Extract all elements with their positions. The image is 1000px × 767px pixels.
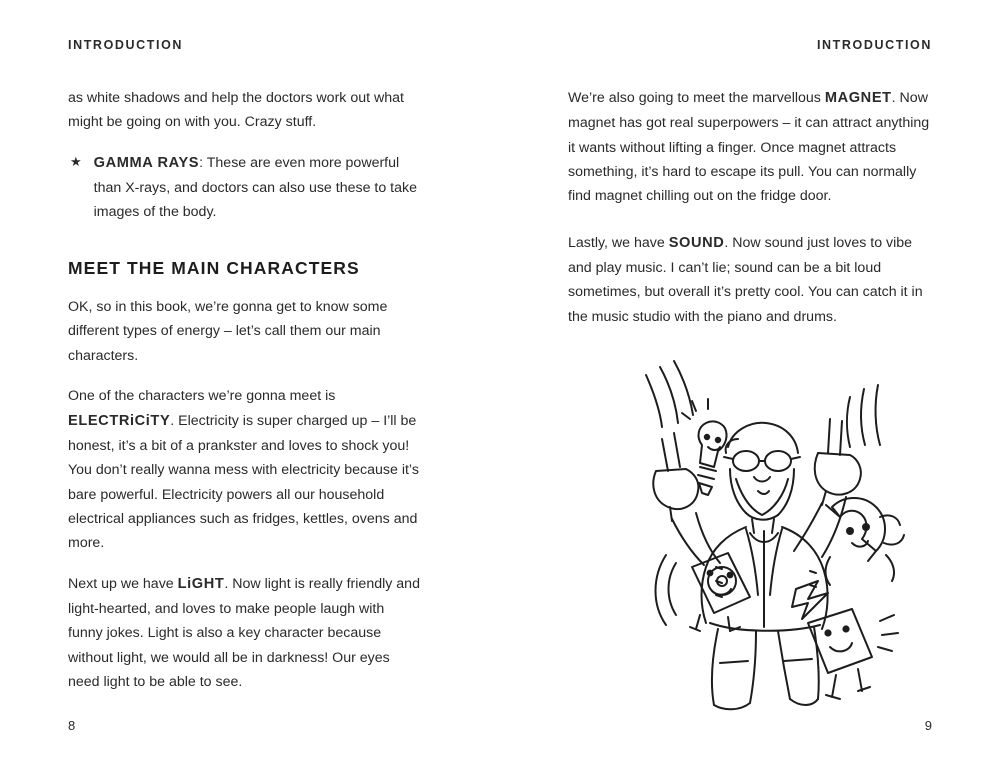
term-light: LiGHT — [177, 575, 225, 592]
paragraph-light-lead: Next up we have — [68, 575, 178, 592]
bullet-body: : These are even more powerful than X-rays, and doctors can also use these to take images of the body. — [93, 154, 418, 221]
paragraph-intro: OK, so in this book, we’re gonna get to know some different types of energy – let’s call them our main characters. — [68, 298, 388, 364]
paragraph-continued: as white shadows and help the doctors work out what might be going on with you. Crazy stuff. — [68, 90, 404, 131]
bullet-text — [94, 151, 420, 225]
running-head-left: INTRODUCTION — [68, 38, 184, 52]
left-page-body — [68, 86, 420, 695]
list-item — [68, 151, 420, 225]
paragraph-magnet-lead: We’re also going to meet the marvellous — [568, 90, 825, 106]
right-page-body — [568, 86, 932, 329]
paragraph-sound-lead: Lastly, we have — [568, 234, 669, 251]
term-sound: SOUND — [668, 234, 725, 251]
right-page — [500, 0, 1000, 767]
section-heading: MEET THE MAIN CHARACTERS — [68, 257, 360, 278]
term-electricity: ELECTRiCiTY — [68, 412, 171, 429]
term-magnet: MAGNET — [824, 90, 892, 106]
page-number-right: 9 — [924, 718, 932, 733]
paragraph-electricity-lead: One of the characters we’re gonna meet is — [68, 388, 336, 405]
energy-characters-illustration — [550, 327, 950, 727]
paragraph-light — [68, 572, 420, 695]
paragraph-light-rest: . Now light is really friendly and light-hearted, and loves to make people laugh with funny jokes. Light is also a key character because without light, we would all be in darkness! Our eyes need light to be able to see. — [68, 575, 420, 691]
term-gamma-rays: GAMMA RAYS — [93, 154, 200, 171]
paragraph-magnet-rest: . Now magnet has got real superpowers – it can attract anything it wants without lifting a finger. Once magnet attracts something, it’s hard to escape its pull. You can normally find magnet chilling out on the fridge door. — [568, 90, 930, 205]
paragraph-sound-rest: . Now sound just loves to vibe and play music. I can’t lie; sound can be a bit loud sometimes, but overall it’s pretty cool. You can catch it in the music studio with the piano and drums. — [568, 234, 923, 325]
page-number-left: 8 — [68, 718, 76, 733]
paragraph-electricity — [68, 384, 420, 556]
paragraph-sound — [568, 231, 932, 329]
paragraph-magnet — [568, 86, 932, 209]
paragraph-electricity-rest: . Electricity is super charged up – I’ll be honest, it’s a bit of a prankster and loves to shock you! You don’t really wanna mess with electricity because it’s bare powerful. Electricity powers all our household electrical appliances such as fridges, kettles, ovens and more. — [68, 412, 419, 552]
running-head-right: INTRODUCTION — [816, 38, 932, 52]
star-icon: ★ — [70, 153, 82, 169]
